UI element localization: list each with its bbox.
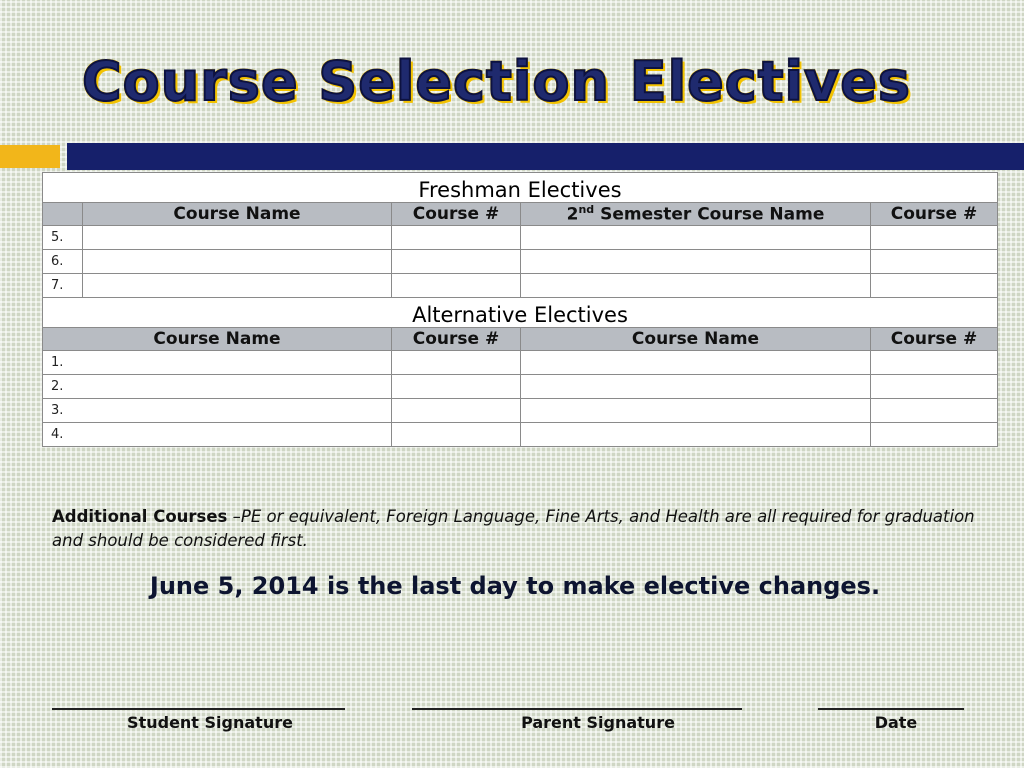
alt-course-number-cell-2[interactable]: [871, 351, 998, 375]
alternative-electives-heading: Alternative Electives: [43, 298, 998, 328]
alt-course-name-header: Course Name: [43, 328, 392, 351]
alt-course-name-cell-2[interactable]: [521, 351, 871, 375]
alt-course-name-cell-2[interactable]: [521, 423, 871, 447]
row-number: 7.: [43, 274, 83, 298]
second-course-number-cell[interactable]: [871, 226, 998, 250]
alt-course-number-cell[interactable]: [392, 375, 521, 399]
accent-bar: [0, 145, 60, 168]
student-signature-label: Student Signature: [127, 713, 293, 732]
table-row: [43, 351, 998, 375]
course-name-cell[interactable]: [83, 226, 392, 250]
alt-course-name-cell[interactable]: 1.: [43, 351, 392, 375]
alt-course-name-cell[interactable]: 2.: [43, 375, 392, 399]
row-number-header: [43, 203, 83, 226]
row-number: 5.: [43, 226, 83, 250]
second-semester-course-cell[interactable]: [521, 250, 871, 274]
alt-course-name-cell[interactable]: 4.: [43, 423, 392, 447]
alt-course-number-cell-2[interactable]: [871, 399, 998, 423]
table-row: [43, 375, 998, 399]
alt-course-number-cell[interactable]: [392, 351, 521, 375]
course-number-header: Course #: [392, 203, 521, 226]
row-number: 6.: [43, 250, 83, 274]
second-semester-course-cell[interactable]: [521, 274, 871, 298]
parent-signature-line[interactable]: [412, 708, 742, 710]
alt-course-number-header: Course #: [392, 328, 521, 351]
course-number-cell[interactable]: [392, 226, 521, 250]
alt-course-name-cell-2[interactable]: [521, 375, 871, 399]
alt-course-name-header-2: Course Name: [521, 328, 871, 351]
course-name-header: Course Name: [83, 203, 392, 226]
second-semester-course-cell[interactable]: [521, 226, 871, 250]
page-title: Course Selection Electives: [82, 50, 912, 113]
alt-course-number-cell[interactable]: [392, 399, 521, 423]
second-course-number-cell[interactable]: [871, 274, 998, 298]
course-name-cell[interactable]: [83, 250, 392, 274]
course-number-cell[interactable]: [392, 274, 521, 298]
alt-course-number-cell-2[interactable]: [871, 375, 998, 399]
student-signature-line[interactable]: [52, 708, 345, 710]
course-number-cell[interactable]: [392, 250, 521, 274]
table-row: [43, 274, 998, 298]
parent-signature-label: Parent Signature: [521, 713, 675, 732]
table-row: [43, 399, 998, 423]
date-label: Date: [874, 713, 918, 732]
table-row: [43, 423, 998, 447]
freshman-electives-heading: Freshman Electives: [43, 173, 998, 203]
alt-course-name-cell-2[interactable]: [521, 399, 871, 423]
alt-course-number-cell[interactable]: [392, 423, 521, 447]
header-band: [67, 143, 1024, 170]
table-row: [43, 250, 998, 274]
additional-courses-text: –PE or equivalent, Foreign Language, Fine Arts, and Health are all required for graduation and should be considered first.: [52, 507, 975, 550]
additional-courses-note: [52, 505, 982, 553]
second-course-number-cell[interactable]: [871, 250, 998, 274]
second-semester-course-name-header: 2nd Semester Course Name: [521, 203, 871, 226]
second-course-number-header: Course #: [871, 203, 998, 226]
alt-course-number-cell-2[interactable]: [871, 423, 998, 447]
table-row: [43, 226, 998, 250]
electives-table: [42, 172, 998, 447]
deadline-notice: June 5, 2014 is the last day to make elective changes.: [149, 572, 881, 600]
additional-courses-label: Additional Courses: [52, 507, 228, 526]
course-name-cell[interactable]: [83, 274, 392, 298]
alt-course-number-header-2: Course #: [871, 328, 998, 351]
alt-course-name-cell[interactable]: 3.: [43, 399, 392, 423]
date-line[interactable]: [818, 708, 964, 710]
